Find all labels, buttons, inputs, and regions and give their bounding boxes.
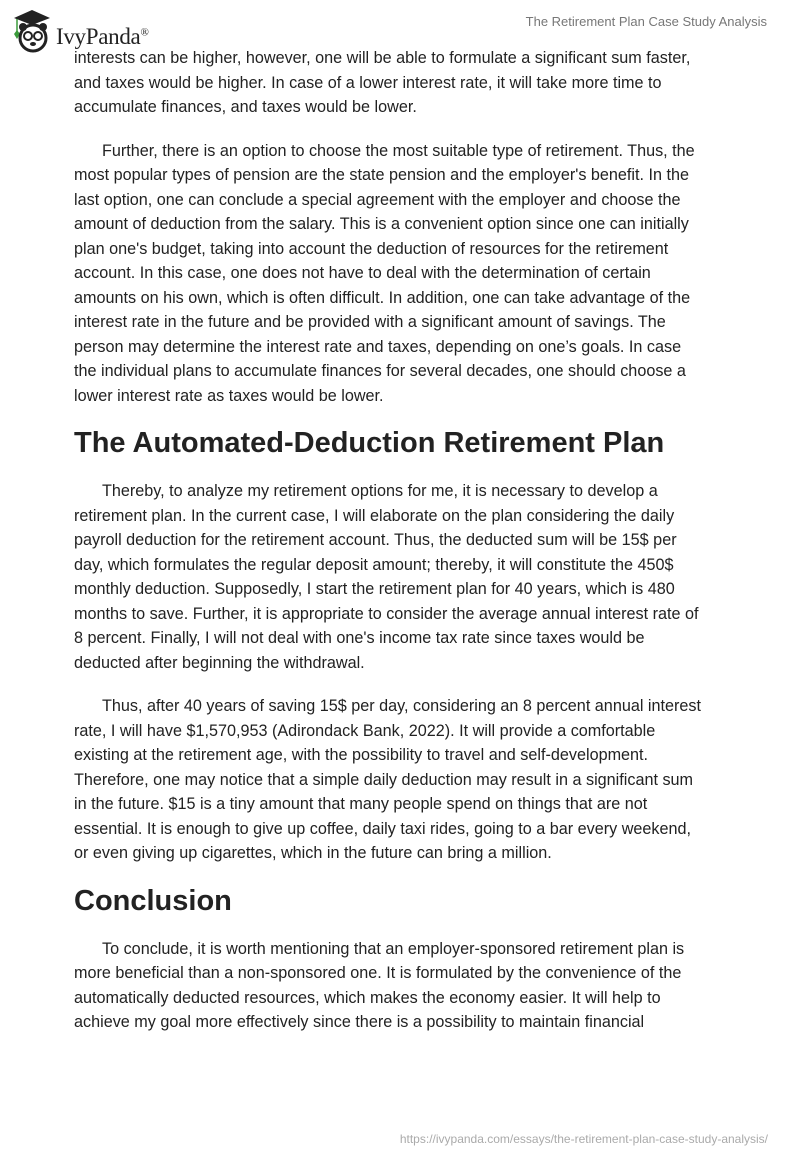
text-line: account. In this case, one does not have to deal with the determination of certain bbox=[74, 264, 651, 282]
text-line: last option, one can conclude a special agreement with the employer and choose the bbox=[74, 190, 681, 209]
text-line: Further, there is an option to choose the most suitable type of retirement. Thus, the bbox=[102, 141, 695, 160]
text-line: plan one's budget, taking into account the deduction of resources for the retirement bbox=[74, 239, 669, 258]
document-title: The Retirement Plan Case Study Analysis bbox=[525, 14, 767, 29]
text-line: in the future. $15 is a tiny amount that many people spend on things that are not bbox=[74, 795, 648, 813]
section-heading: The Automated-Deduction Retirement Plan bbox=[74, 427, 665, 459]
text-line: Therefore, one may notice that a simple daily deduction may result in a significant sum bbox=[74, 770, 694, 789]
paragraph bbox=[74, 694, 774, 866]
text-line: Thereby, to analyze my retirement options for me, it is necessary to develop a bbox=[102, 482, 658, 500]
text-line: more beneficial than a non-sponsored one. It is formulated by the convenience of the bbox=[74, 964, 682, 982]
section-heading: Conclusion bbox=[74, 884, 232, 917]
logo-text: IvyPanda® bbox=[56, 24, 149, 49]
text-line: lower interest rate as taxes would be lower. bbox=[74, 386, 384, 405]
text-line: existing at the retirement age, with the possibility to travel and self-development. bbox=[74, 746, 649, 764]
text-line: or even giving up cigarettes, which in the future can bring a million. bbox=[74, 844, 552, 862]
text-line: To conclude, it is worth mentioning that an employer-sponsored retirement plan is bbox=[102, 939, 685, 958]
text-line: Thus, after 40 years of saving 15$ per day, considering an 8 percent annual interest bbox=[102, 697, 701, 715]
text-line: rate, I will have $1,570,953 (Adirondack Bank, 2022). It will provide a comfortable bbox=[74, 721, 656, 740]
text-line: deducted after beginning the withdrawal. bbox=[74, 653, 365, 672]
text-line: achieve my goal more effectively since there is a possibility to maintain financial bbox=[74, 1013, 645, 1031]
paragraph bbox=[74, 139, 774, 409]
text-line: 8 percent. Finally, I will not deal with one's income tax rate since taxes would be bbox=[74, 629, 645, 647]
source-url[interactable]: https://ivypanda.com/essays/the-retirement-plan-case-study-analysis/ bbox=[399, 1132, 768, 1146]
text-line: months to save. Further, it is appropriate to consider the average annual interest rate of bbox=[74, 604, 699, 623]
text-line: most popular types of pension are the state pension and the employer's benefit. In the bbox=[74, 166, 690, 184]
text-line: automatically deducted resources, which makes the economy easier. It will help to bbox=[74, 988, 661, 1007]
text-line: amount of deduction from the salary. This is a convenient option since one can initially bbox=[74, 215, 689, 233]
text-line: interest rate in the future and be provided with a significant amount of savings. The bbox=[74, 313, 666, 331]
text-line: day, which formulates the regular deposit amount; thereby, it will constitute the 450$ bbox=[74, 555, 674, 574]
text-line: payroll deduction for the retirement account. Thus, the deducted sum will be 15$ per bbox=[74, 531, 677, 549]
text-line: interests can be higher, however, one will be able to formulate a significant sum faster, bbox=[74, 49, 691, 67]
essay-body bbox=[74, 46, 774, 1035]
text-line: essential. It is enough to give up coffee, daily taxi rides, going to a bar every weekend, bbox=[74, 819, 691, 838]
text-line: amounts on his own, which is often difficult. In addition, one can take advantage of the bbox=[74, 288, 691, 307]
text-line: retirement plan. In the current case, I will elaborate on the plan considering the daily bbox=[74, 506, 675, 525]
paragraph bbox=[74, 479, 774, 675]
paragraph bbox=[74, 937, 774, 1035]
text-line: monthly deduction. Supposedly, I start the retirement plan for 40 years, which is 480 bbox=[74, 580, 675, 598]
text-line: the individual plans to accumulate finances for several decades, one should choose a bbox=[74, 362, 686, 380]
text-line: accumulate finances, and taxes would be lower. bbox=[74, 98, 417, 116]
text-line: and taxes would be higher. In case of a lower interest rate, it will take more time to bbox=[74, 73, 662, 92]
panda-graduate-icon bbox=[12, 8, 52, 54]
paragraph bbox=[74, 46, 774, 120]
text-line: person may determine the interest rate and taxes, depending on one’s goals. In case bbox=[74, 337, 682, 356]
